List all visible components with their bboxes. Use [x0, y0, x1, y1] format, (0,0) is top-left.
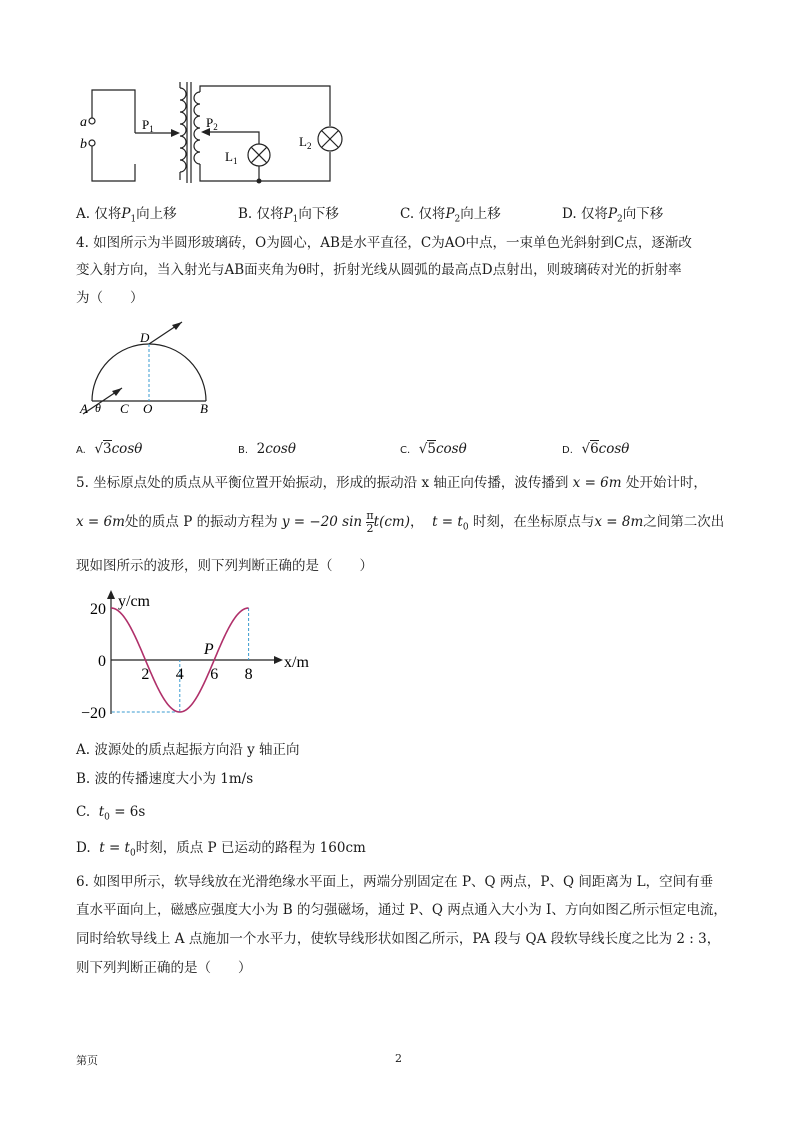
- q4-option-c[interactable]: C. √5cosθ: [400, 441, 467, 457]
- y-axis-arrow: [107, 590, 115, 599]
- point-label-p: P: [203, 641, 214, 658]
- label-D: D: [140, 330, 150, 345]
- q6-stem-line2: 直水平面向上，磁感应强度大小为 B 的匀强磁场，通过 P、Q 两点通入大小为 I、方向如图乙所示恒定电流，: [76, 902, 727, 918]
- q4-stem-line1: 4. 如图所示为半圆形玻璃砖，O为圆心，AB是水平直径，C为AO中点，一束单色光斜射到C点，逐渐改: [76, 235, 692, 251]
- footer-label: 第页: [76, 1054, 98, 1067]
- label-l1: $L_1$: [225, 149, 238, 166]
- label-p1: $P_1$: [142, 117, 154, 134]
- transformer-circuit-diagram: [78, 80, 358, 188]
- q6-stem-line4: 则下列判断正确的是（ ）: [76, 960, 252, 976]
- q4-option-a[interactable]: A. √3cosθ: [76, 441, 143, 457]
- label-p2: $P_2$: [206, 115, 218, 132]
- q4-option-b[interactable]: B. 2cosθ: [238, 441, 296, 457]
- label-b: b: [80, 137, 87, 152]
- label-O: O: [143, 401, 153, 416]
- label-C: C: [120, 401, 129, 416]
- q3-option-d[interactable]: D. 仅将$P_2$向下移: [562, 206, 664, 225]
- label-a: a: [80, 115, 87, 130]
- q4-stem-line3: 为（ ）: [76, 290, 144, 306]
- y-axis-label: y/cm: [118, 593, 150, 610]
- q6-stem-line1: 6. 如图甲所示，软导线放在光滑绝缘水平面上，两端分别固定在 P、Q 两点，P、Q 间距离为 L，空间有垂: [76, 874, 714, 890]
- q4-stem-line2: 变入射方向，当入射光与AB面夹角为θ时，折射光线从圆弧的最高点D点射出，则玻璃砖对光的折射率: [76, 262, 682, 278]
- x-tick-8: 8: [244, 666, 253, 683]
- q5-stem-line1: 5. 坐标原点处的质点从平衡位置开始振动，形成的振动沿 x 轴正向传播，波传播到 x = 6m 处开始计时，: [76, 475, 707, 491]
- x-tick-2: 2: [141, 666, 150, 683]
- q5-option-d[interactable]: D. $t = t_0$时刻，质点 P 已运动的路程为 160cm: [76, 840, 366, 859]
- x-tick-6: 6: [210, 666, 219, 683]
- x-axis-label: x/m: [284, 654, 309, 671]
- y-tick-2: −20: [80, 705, 106, 722]
- page-number: 2: [395, 1052, 402, 1065]
- q5-stem-line3: 现如图所示的波形，则下列判断正确的是（ ）: [76, 558, 373, 574]
- q6-stem-line3: 同时给软导线上 A 点施加一个水平力，使软导线形状如图乙所示，PA 段与 QA 段软导线长度之比为 2 : 3，: [76, 931, 721, 947]
- label-A: A: [80, 401, 88, 416]
- q5-option-c[interactable]: C. $t_0 = 6s$: [76, 804, 146, 823]
- q3-option-a[interactable]: A. 仅将$P_1$向上移: [76, 206, 177, 225]
- q3-option-c[interactable]: C. 仅将$P_2$向上移: [400, 206, 501, 225]
- label-l2: $L_2$: [299, 134, 312, 151]
- y-tick-1: 0: [98, 653, 106, 670]
- q5-stem-line2: x = 6m处的质点 P 的振动方程为 y = −20 sin $\frac{\pi}{2}$ t(cm)， $t = t_0$ 时刻，在坐标原点与x = 8m之间第二次出: [76, 509, 725, 535]
- x-axis-arrow: [274, 656, 283, 664]
- y-tick-0: 20: [90, 601, 106, 618]
- x-tick-4: 4: [175, 666, 184, 683]
- q3-option-b[interactable]: B. 仅将$P_1$向下移: [238, 206, 339, 225]
- label-B: B: [200, 401, 208, 416]
- label-theta: θ: [95, 401, 101, 415]
- wave-chart: [78, 588, 328, 722]
- q4-option-d[interactable]: D. √6cosθ: [562, 441, 630, 457]
- semicircle-glass-diagram: [78, 318, 218, 418]
- q5-option-a[interactable]: A. 波源处的质点起振方向沿 y 轴正向: [76, 742, 300, 758]
- q5-option-b[interactable]: B. 波的传播速度大小为 1m/s: [76, 771, 254, 787]
